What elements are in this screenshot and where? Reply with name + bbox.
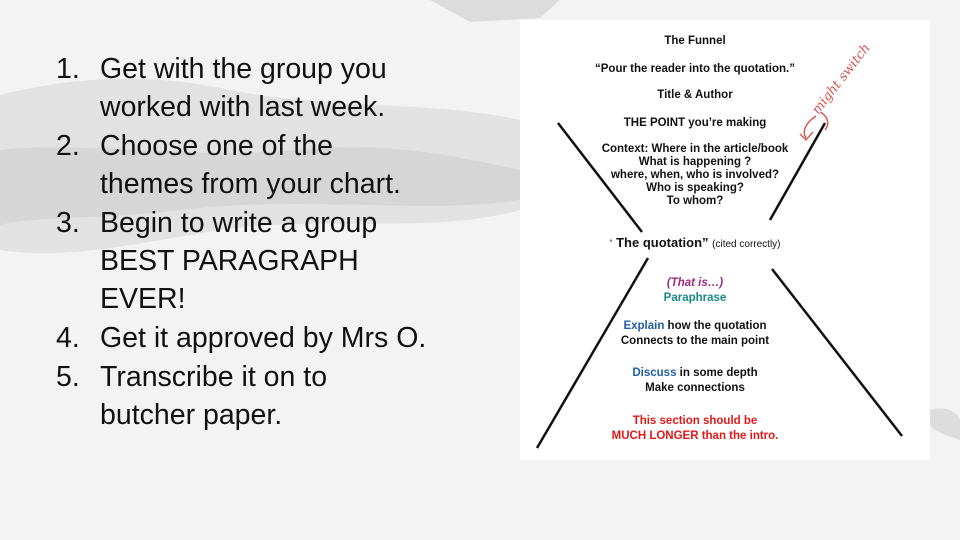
funnel-context-4: To whom? [666, 195, 724, 207]
list-item-line: Choose one of the [100, 130, 333, 162]
list-item [56, 127, 486, 203]
list-item-line: Transcribe it on to [100, 361, 328, 393]
funnel-point: THE POINT you’re making [623, 117, 767, 129]
instruction-list [56, 50, 486, 435]
funnel-quotation-row [520, 235, 870, 253]
funnel-pour-line: “Pour the reader into the quotation.” [595, 63, 795, 75]
list-item-text [100, 358, 486, 434]
list-item-number: 3. [56, 207, 80, 239]
funnel-cited: (cited correctly) [712, 239, 781, 250]
list-item-line: BEST PARAGRAPH [100, 245, 359, 277]
funnel-discuss-word: Discuss [632, 367, 677, 379]
funnel-explain-rest: how the quotation [664, 320, 767, 332]
funnel-discuss-row [520, 367, 870, 380]
funnel-context-3: Who is speaking? [646, 182, 744, 194]
list-item-number: 1. [56, 53, 80, 85]
funnel-title-author: Title & Author [657, 89, 733, 101]
funnel-diagram [520, 20, 930, 460]
list-item-line: butcher paper. [100, 399, 283, 431]
funnel-title: The Funnel [664, 35, 726, 47]
handwritten-note: might switch [809, 40, 874, 118]
funnel-quotation: The quotation” [616, 235, 709, 250]
funnel-quote-mark: “ [609, 238, 613, 248]
funnel-connects: Connects to the main point [620, 335, 770, 347]
list-item-number: 4. [56, 322, 80, 354]
funnel-that-is: (That is…) [666, 277, 724, 289]
funnel-make-connections: Make connections [645, 382, 745, 394]
funnel-explain-row [520, 320, 870, 333]
list-item-text [100, 127, 486, 203]
funnel-explain-word: Explain [623, 320, 665, 332]
list-item [56, 204, 486, 318]
funnel-discuss-rest: in some depth [676, 367, 758, 379]
funnel-section-note-1: MUCH LONGER than the intro. [611, 430, 779, 442]
list-item-line: Get it approved by Mrs O. [100, 322, 427, 354]
list-item-number: 2. [56, 130, 80, 162]
funnel-context-1: What is happening ? [638, 156, 752, 168]
funnel-context-2: where, when, who is involved? [610, 169, 780, 181]
list-item-line: worked with last week. [100, 91, 386, 123]
list-item [56, 50, 486, 126]
funnel-section-note-0: This section should be [632, 415, 758, 427]
list-item [56, 358, 486, 434]
list-item-line: Get with the group you [100, 53, 387, 85]
list-item-text [100, 50, 486, 126]
funnel-paraphrase: Paraphrase [663, 292, 727, 304]
list-item-line: EVER! [100, 283, 186, 315]
list-item [56, 319, 486, 357]
list-item-number: 5. [56, 361, 80, 393]
list-item-text [100, 319, 486, 357]
list-item-text [100, 204, 486, 318]
funnel-context-0: Context: Where in the article/book [601, 143, 789, 155]
list-item-line: Begin to write a group [100, 207, 378, 239]
list-item-line: themes from your chart. [100, 168, 401, 200]
